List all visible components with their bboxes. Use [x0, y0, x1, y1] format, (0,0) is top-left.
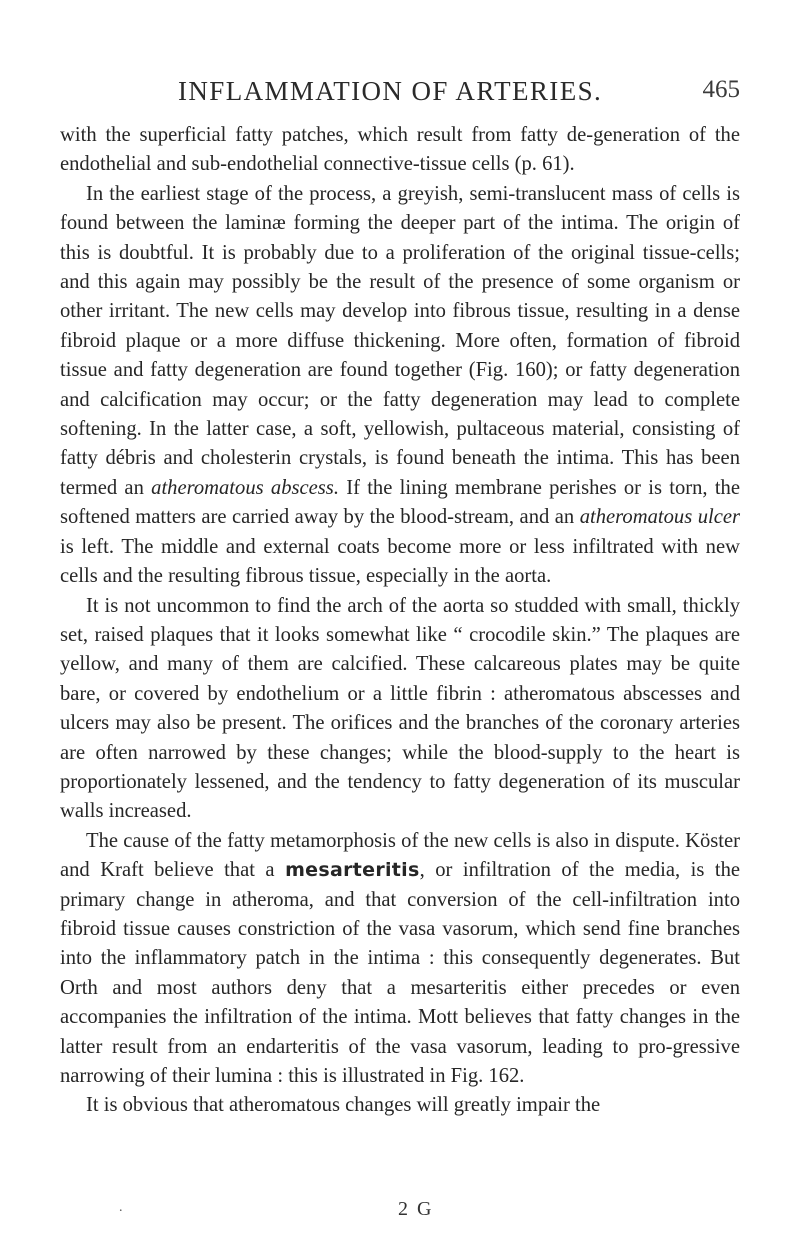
paragraph-continuation — [60, 121, 740, 180]
paragraph-1-text: with the superficial fatty patches, which result from fatty de-generation of the endothelial and sub-endothelial connective-tissue cells (p. 61). — [60, 124, 740, 176]
paragraph-2-text: In the earliest stage of the process, a greyish, semi-translucent mass of cells is found between the laminæ forming the deeper part of the intima. The origin of this is doubtful. It is probably due to a proliferation of the original tissue-cells; and this again may possibly be the result of the presence of some organism or other irritant. The new cells may develop into fibrous tissue, resulting in a dense fibroid plaque or a more diffuse thickening. More often, formation of fibroid tissue and fatty degeneration are found together (Fig. 160); or fatty degeneration and calcification may occur; or the fatty degeneration may lead to complete softening. In the latter case, a soft, yellowish, pultaceous material, consisting of fatty débris and cholesterin crystals, is found beneath the intima. This has been termed an — [60, 182, 740, 499]
page-number: 465 — [702, 76, 740, 103]
paragraph-2-continued: If the lining membrane perishes or is torn, the softened matters are carried away by the blood-stream, and an — [60, 476, 740, 529]
paragraph-3-text: It is not uncommon to find the arch of the aorta so studded with small, thickly set, raised plaques that it looks somewhat like “ crocodile skin.” The plaques are yellow, and many of them are calcified. These calcareous plates may be quite bare, or covered by endothelium or a little fibrin : atheromatous abscesses and ulcers may also be present. The orifices and the branches of the coronary arteries are often narrowed by these changes; while the blood-supply to the heart is proportionately lessened, and the tendency to fatty degeneration of its muscular walls increased. — [60, 594, 740, 823]
paragraph-earliest-stage — [60, 180, 740, 592]
atheromatous-abscess-term: atheromatous abscess. — [151, 476, 339, 499]
paragraph-5-text: It is obvious that atheromatous changes will greatly impair the — [86, 1094, 601, 1117]
atheromatous-ulcer-term: atheromatous ulcer — [579, 506, 741, 529]
running-title: INFLAMMATION OF ARTERIES. — [178, 76, 603, 106]
paragraph-cause — [60, 827, 740, 1092]
mesarteritis-term: mesarteritis — [285, 859, 420, 882]
running-head — [60, 76, 740, 110]
paragraph-2-end: is left. The middle and external coats become more or less infiltrated with new cells and the resulting fibrous tissue, especially in the aorta. — [60, 535, 740, 588]
signature-mark: 2 G — [398, 1198, 434, 1220]
paragraph-obvious — [60, 1091, 740, 1120]
stray-mark: . — [119, 1200, 123, 1215]
paragraph-crocodile-skin — [60, 592, 740, 827]
paragraph-4-rest: , or infiltration of the media, is the primary change in atheroma, and that conversion of the cell-infiltration into fibroid tissue causes constriction of the vasa vasorum, which send fine branches into the inflammatory patch in the intima : this consequently degenerates. But Orth and most authors deny that a mesarteritis either precedes or even accompanies the infiltration of the intima. Mott believes that fatty changes in the latter result from an endarteritis of the vasa vasorum, leading to pro-gressive narrowing of their lumina : this is illustrated in Fig. 162. — [60, 859, 741, 1087]
paragraph-4-start: The cause of the fatty metamorphosis of the new cells is also in dispute. Köster and Kraft believe that a — [60, 829, 740, 882]
body-text — [60, 121, 740, 1121]
